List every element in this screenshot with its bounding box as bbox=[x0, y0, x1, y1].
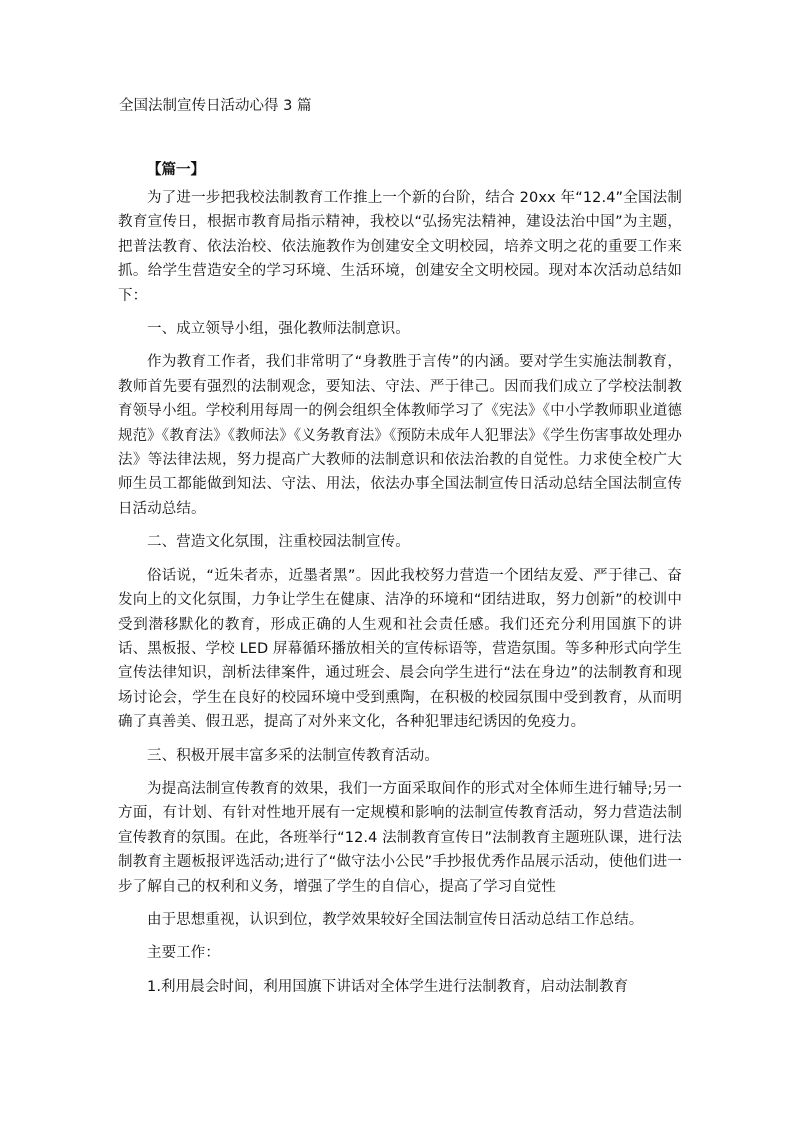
paragraph-work-item-1: 1.利用晨会时间，利用国旗下讲话对全体学生进行法制教育，启动法制教育 bbox=[147, 978, 629, 995]
document-body bbox=[118, 158, 682, 1008]
paragraph-intro: 为了进一步把我校法制教育工作推上一个新的台阶，结合 20xx 年“12.4”全国法制教育宣传日，根据市教育局指示精神，我校以“弘扬宪法精神，建设法治中国”为主题，把普法教育、依法治校、依法施教作为创建安全文明校园，培养文明之花的重要工作来抓。给学生营造安全的学习环境、生活环境，创建安全文明校园。现对本次活动总结如下： bbox=[118, 190, 682, 304]
document-title: 全国法制宣传日活动心得 3 篇 bbox=[119, 98, 312, 114]
heading-activities: 三、积极开展丰富多采的法制宣传教育活动。 bbox=[147, 747, 439, 764]
paragraph-activities: 为提高法制宣传教育的效果，我们一方面采取间作的形式对全体师生进行辅导;另一方面，有计划、有针对性地开展有一定规模和影响的法制宣传教育活动，努力营造法制宣传教育的氛围。在此，各班举行“12.4 法制教育宣传日”法制教育主题班队课，进行法制教育主题板报评选活动;进行了“做守法小公民”手抄报优秀作品展示活动，使他们进一步了解自己的权利和义务，增强了学生的自信心，提高了学习自觉性 bbox=[118, 780, 682, 895]
heading-culture: 二、营造文化氛围，注重校园法制宣传。 bbox=[147, 534, 410, 551]
paragraph-culture: 俗话说，“近朱者赤，近墨者黑”。因此我校努力营造一个团结友爱、严于律己、奋发向上的文化氛围，力争让学生在健康、洁净的环境和“团结进取，努力创新”的校训中受到潜移默化的教育，形成正确的人生观和社会责任感。我们还充分利用国旗下的讲话、黑板报、学校 LED 屏幕循环播放相关的宣传标语等，营造氛围。等多种形式向学生宣传法律知识，剖析法律案件，通过班会、晨会向学生进行“法在身边”的法制教育和现场讨论会，学生在良好的校园环境中受到熏陶，在积极的校园氛围中受到教育，从而明确了真善美、假丑恶，提高了对外来文化，各种犯罪违纪诱因的免疫力。 bbox=[118, 567, 682, 731]
heading-leadership-group: 一、成立领导小组，强化教师法制意识。 bbox=[147, 321, 410, 338]
paragraph-main-work-label: 主要工作： bbox=[147, 945, 220, 962]
paragraph-leadership: 作为教育工作者，我们非常明了“身教胜于言传”的内涵。要对学生实施法制教育，教师首先要有强烈的法制观念，要知法、守法、严于律己。因而我们成立了学校法制教育领导小组。学校利用每周一的例会组织全体教师学习了《宪法》《中小学教师职业道德规范》《教育法》《教师法》《义务教育法》《预防未成年人犯罪法》《学生伤害事故处理办法》等法律法规，努力提高广大教师的法制意识和依法治教的自觉性。力求使全校广大师生员工都能做到知法、守法、用法，依法办事全国法制宣传日活动总结全国法制宣传日活动总结。 bbox=[118, 354, 682, 517]
paragraph-summary: 由于思想重视，认识到位，教学效果较好全国法制宣传日活动总结工作总结。 bbox=[147, 911, 644, 928]
section-label: 【篇一】 bbox=[147, 162, 205, 178]
